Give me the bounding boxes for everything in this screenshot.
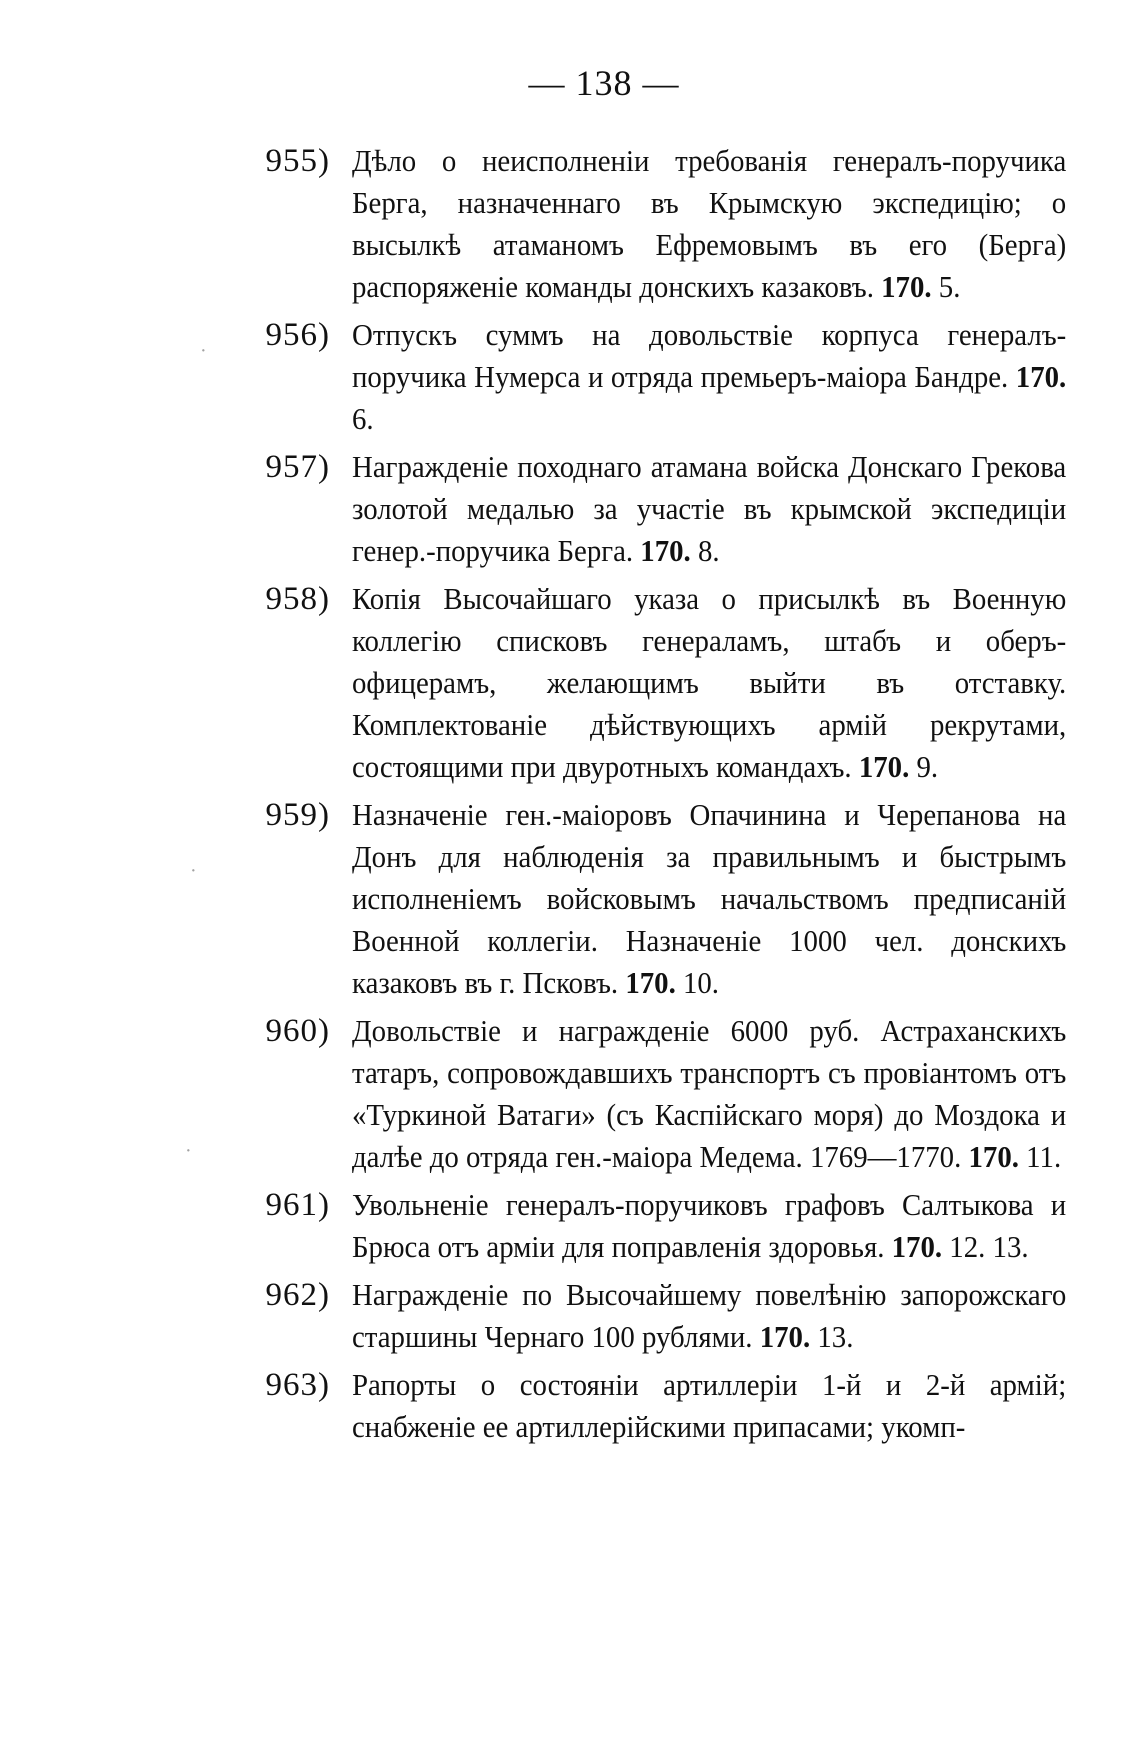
entry-text <box>352 140 1066 308</box>
entry-sheet: 13. <box>817 1319 854 1354</box>
entry-text <box>352 1184 1066 1268</box>
entry-reference: 170. <box>858 749 910 784</box>
entry-number: 956) <box>265 317 330 353</box>
margin-bleed-mark: · <box>185 1140 194 1162</box>
entry-sheet: 5. <box>938 269 961 304</box>
entry-text <box>352 794 1066 1004</box>
entry-number: 960) <box>265 1013 330 1049</box>
entry-959 <box>0 794 1140 1004</box>
entry-list <box>0 140 1140 1454</box>
margin-bleed-mark: · <box>190 860 199 882</box>
entry-reference: 170. <box>891 1229 943 1264</box>
entry-body: Награжденіе по Высочайшему повелѣнію запорожскаго старшины Чернаго 100 рублями. <box>352 1277 1067 1354</box>
entry-960 <box>0 1010 1140 1178</box>
entry-number: 955) <box>265 143 330 179</box>
entry-body: Увольненіе генералъ-поручиковъ графовъ Салтыкова и Брюса отъ арміи для поправленія здоровья. <box>352 1187 1067 1264</box>
entry-number: 962) <box>265 1277 330 1313</box>
entry-body: Довольствіе и награжденіе 6000 руб. Астраханскихъ татаръ, сопровождавшихъ транспортъ съ провіантомъ отъ «Туркиной Ватаги» (съ Каспійскаго моря) до Моздока и далѣе до отряда ген.-маіора Медема. 1769—1770. <box>352 1013 1067 1174</box>
entry-961 <box>0 1184 1140 1268</box>
entry-958 <box>0 578 1140 788</box>
entry-number: 957) <box>265 449 330 485</box>
entry-963 <box>0 1364 1140 1448</box>
entry-sheet: 12. 13. <box>949 1229 1029 1264</box>
entry-text <box>352 314 1066 440</box>
entry-body: Копія Высочайшаго указа о присылкѣ въ Военную коллегію списковъ генераламъ, штабъ и оберъ-офицерамъ, желающимъ выйти въ отставку. Комплектованіе дѣйствующихъ армій рекрутами, состоящими при двуротныхъ командахъ. <box>352 581 1067 784</box>
entry-body: Рапорты о состояніи артиллеріи 1-й и 2-й армій; снабженіе ее артиллерійскими припасами; укомп- <box>352 1367 1067 1444</box>
entry-reference: 170. <box>759 1319 811 1354</box>
entry-text <box>352 578 1066 788</box>
page-number: — 138 — <box>528 63 680 103</box>
entry-body: Назначеніе ген.-маіоровъ Опачинина и Черепанова на Донъ для наблюденія за правильнымъ и быстрымъ исполненіемъ войсковымъ начальствомъ предписаній Военной коллегіи. Назначеніе 1000 чел. донскихъ казаковъ въ г. Псковъ. <box>352 797 1067 1000</box>
entry-sheet: 9. <box>916 749 939 784</box>
entry-reference: 170. <box>625 965 676 1000</box>
entry-body: Отпускъ суммъ на довольствіе корпуса генералъ-поручика Нумерса и отряда премьеръ-маіора Бандре. <box>352 317 1067 394</box>
entry-956 <box>0 314 1140 440</box>
entry-text <box>352 446 1066 572</box>
entry-962 <box>0 1274 1140 1358</box>
entry-number: 963) <box>265 1367 330 1403</box>
entry-body: Дѣло о неисполненіи требованія генералъ-поручика Берга, назначеннаго въ Крымскую экспедицію; о высылкѣ атаманомъ Ефремовымъ въ его (Берга) распоряженіе команды донскихъ казаковъ. <box>352 143 1067 304</box>
entry-number: 958) <box>265 581 330 617</box>
entry-text <box>352 1364 1066 1448</box>
entry-reference: 170. <box>881 269 932 304</box>
entry-reference: 170. <box>640 533 691 568</box>
entry-sheet: 8. <box>697 533 720 568</box>
entry-955 <box>0 140 1140 308</box>
entry-sheet: 10. <box>682 965 720 1000</box>
entry-957 <box>0 446 1140 572</box>
entry-text <box>352 1274 1066 1358</box>
entry-sheet: 11. <box>1026 1139 1062 1174</box>
entry-text <box>352 1010 1066 1178</box>
entry-sheet: 6. <box>352 401 374 436</box>
entry-body: Награжденіе походнаго атамана войска Донскаго Грекова золотой медалью за участіе въ крымской экспедиціи генер.-поручика Берга. <box>352 449 1067 568</box>
margin-bleed-mark: · <box>200 340 209 362</box>
entry-number: 961) <box>265 1187 330 1223</box>
entry-reference: 170. <box>968 1139 1019 1174</box>
entry-number: 959) <box>265 797 330 833</box>
entry-reference: 170. <box>1015 359 1067 394</box>
